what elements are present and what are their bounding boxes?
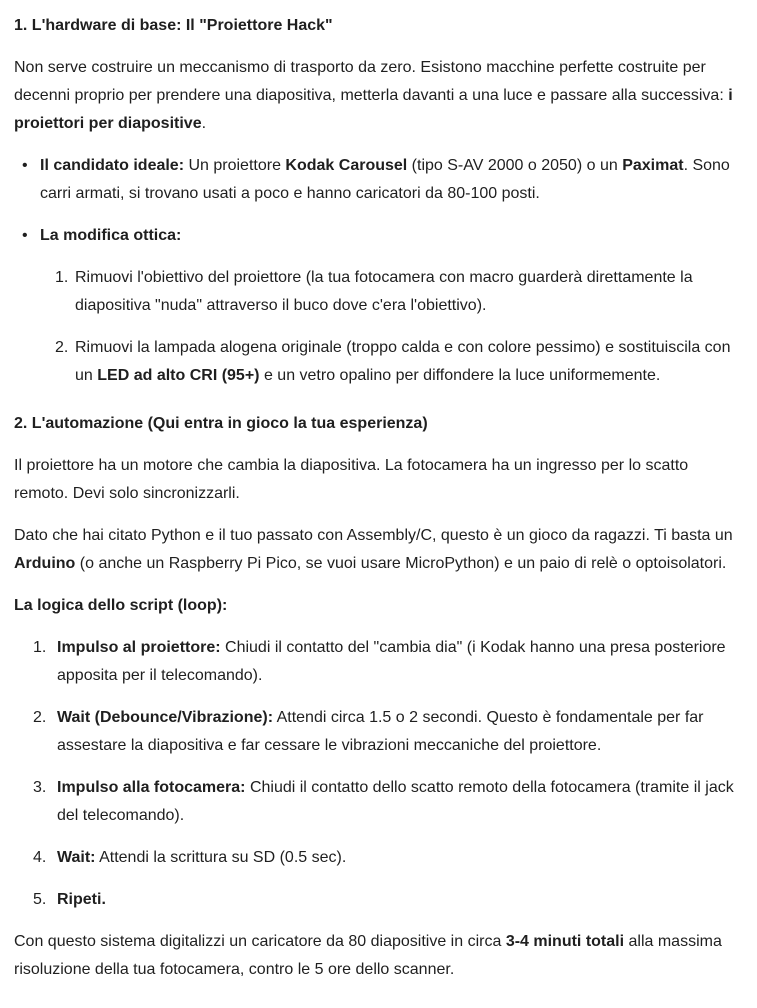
text-run: Rimuovi la lampada alogena originale (troppo calda e con colore pessimo) e sostituiscila con un	[75, 339, 731, 384]
bold-text-run: Wait (Debounce/Vibrazione):	[57, 709, 274, 726]
text-run: e un vetro opalino per diffondere la luce uniformemente.	[259, 367, 661, 384]
list-item	[57, 774, 744, 830]
script-logic-intro	[14, 592, 744, 620]
text-run: Un proiettore	[184, 157, 286, 174]
closing-paragraph	[14, 928, 744, 984]
optical-mod-steps	[40, 264, 744, 390]
bold-text-run: LED ad alto CRI (95+)	[97, 367, 260, 384]
text-run: (o anche un Raspberry Pi Pico, se vuoi usare MicroPython) e un paio di relè o optoisolatori.	[75, 555, 727, 572]
list-item	[75, 264, 744, 320]
text-run: Attendi circa 1.5 o 2 secondi. Questo è fondamentale per far assestare la diapositiva e far cessare le vibrazioni meccaniche del proiettore.	[57, 709, 704, 754]
text-run: Chiudi il contatto del "cambia dia" (i Kodak hanno una presa posteriore apposita per il telecomando).	[57, 639, 726, 684]
list-item	[57, 704, 744, 760]
section-2-heading	[14, 410, 744, 438]
hardware-bullet-list	[14, 152, 744, 390]
bold-text-run: Paximat	[622, 157, 684, 174]
list-item	[57, 844, 744, 872]
bold-text-run: La modifica ottica:	[40, 227, 182, 244]
section-1-heading	[14, 12, 744, 40]
bold-text-run: Impulso al proiettore:	[57, 639, 221, 656]
bold-text-run: Impulso alla fotocamera:	[57, 779, 246, 796]
text-run: Chiudi il contatto dello scatto remoto della fotocamera (tramite il jack del telecomando).	[57, 779, 734, 824]
text-run: .	[201, 115, 207, 132]
text-run: alla massima risoluzione della tua fotocamera, contro le 5 ore dello scanner.	[14, 933, 722, 978]
bold-text-run: Wait:	[57, 849, 96, 866]
text-run: (tipo S-AV 2000 o 2050) o un	[407, 157, 623, 174]
bold-text-run: Il candidato ideale:	[40, 157, 185, 174]
text-run: Il proiettore ha un motore che cambia la diapositiva. La fotocamera ha un ingresso per lo scatto remoto. Devi solo sincronizzarli.	[14, 457, 689, 502]
bold-text-run: 3-4 minuti totali	[505, 933, 625, 950]
automation-paragraph-1	[14, 452, 744, 508]
bold-text-run: Kodak Carousel	[285, 157, 408, 174]
text-run: Rimuovi l'obiettivo del proiettore (la tua fotocamera con macro guarderà direttamente la diapositiva "nuda" attraverso il buco dove c'era l'obiettivo).	[75, 269, 693, 314]
bold-text-run: Ripeti.	[57, 891, 106, 908]
bold-text-run: 2. L'automazione (Qui entra in gioco la tua esperienza)	[14, 415, 428, 432]
list-item	[40, 222, 744, 390]
text-run: Con questo sistema digitalizzi un caricatore da 80 diapositive in circa	[14, 933, 506, 950]
bold-text-run: Arduino	[14, 555, 76, 572]
bold-text-run: 1. L'hardware di base: Il "Proiettore Hack"	[14, 17, 333, 34]
list-item	[57, 886, 744, 914]
list-item	[40, 152, 744, 208]
script-logic-steps	[14, 634, 744, 914]
text-run: Attendi la scrittura su SD (0.5 sec).	[95, 849, 347, 866]
text-run: . Sono carri armati, si trovano usati a poco e hanno caricatori da 80-100 posti.	[40, 157, 730, 202]
list-item	[75, 334, 744, 390]
text-run: Dato che hai citato Python e il tuo passato con Assembly/C, questo è un gioco da ragazzi. Ti basta un	[14, 527, 733, 544]
intro-paragraph	[14, 54, 744, 138]
list-item	[57, 634, 744, 690]
automation-paragraph-2	[14, 522, 744, 578]
bold-text-run: i proiettori per diapositive	[14, 87, 733, 132]
text-run: Non serve costruire un meccanismo di trasporto da zero. Esistono macchine perfette costruite per decenni proprio per prendere una diapositiva, metterla davanti a una luce e passare alla successiva:	[14, 59, 729, 104]
bold-text-run: La logica dello script (loop):	[14, 597, 228, 614]
